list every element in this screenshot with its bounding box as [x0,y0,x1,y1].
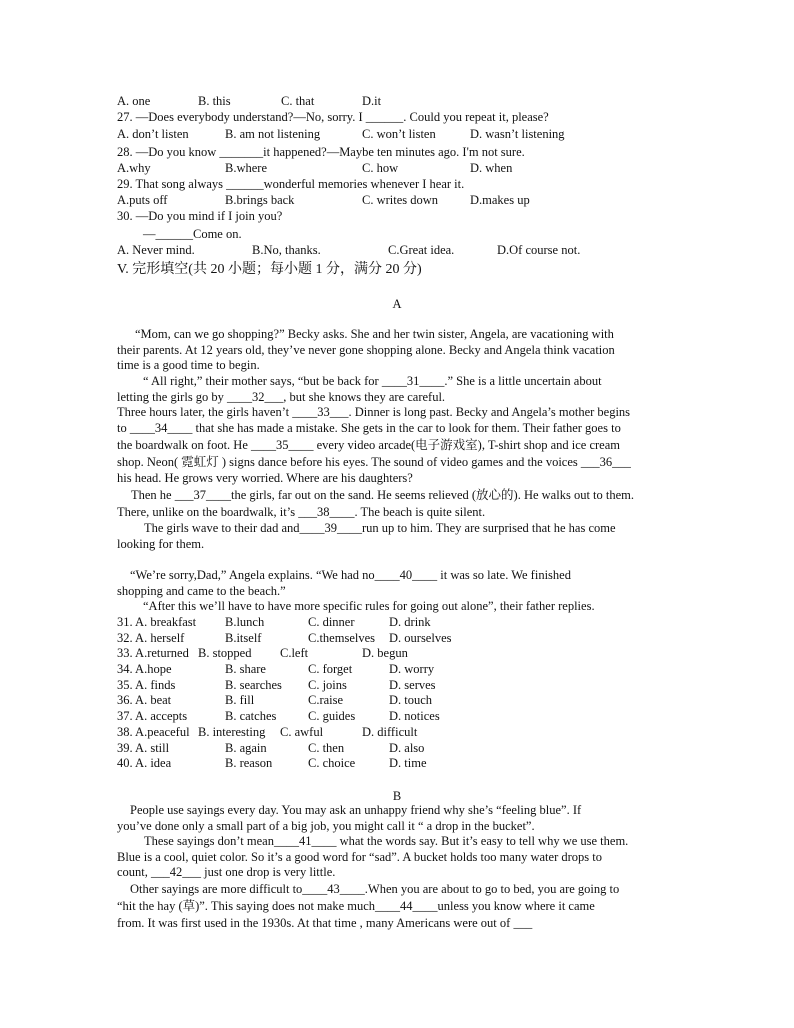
option-39-d: D. also [389,741,425,755]
q29-option-c: C. writes down [362,193,439,207]
option-39-a: 39. A. still [117,741,170,755]
passage-a-line: “After this we’ll have to have more specific rules for going out alone”, their father replies. [143,599,595,613]
q29-option-a: A.puts off [117,193,168,207]
passage-b-line: “hit the hay (草)”. This saying does not make much____44____unless you know where it came [117,899,595,913]
option-38-c: C. awful [280,725,324,739]
passage-a-line: Then he ___37____the girls, far out on the sand. He seems relieved (放心的). He walks out to them. [131,488,635,502]
section-title: V. 完形填空(共 20 小题；每小题 1 分，满分 20 分) [117,262,422,277]
q28-option-d: D. when [470,161,513,175]
passage-a-line: Three hours later, the girls haven’t ____33___. Dinner is long past. Becky and Angela’s mother begins [117,405,631,419]
option-31-c: C. dinner [308,615,355,629]
option-35-a: 35. A. finds [117,678,176,692]
option-37-d: D. notices [389,709,440,723]
option-40-c: C. choice [308,756,356,770]
q28-option-c: C. how [362,161,399,175]
option-31-b: B.lunch [225,615,265,629]
q26-option-c: C. that [281,94,315,108]
q26-option-a: A. one [117,94,151,108]
option-40-d: D. time [389,756,427,770]
option-37-b: B. catches [225,709,277,723]
q29-option-b: B.brings back [225,193,295,207]
q30-option-b: B.No, thanks. [252,243,321,257]
passage-b-line: These sayings don’t mean____41____ what the words say. But it’s easy to tell why we use them. [144,834,629,848]
q27-option-b: B. am not listening [225,127,321,141]
option-37-a: 37. A. accepts [117,709,188,723]
option-36-b: B. fill [225,693,255,707]
q27-option-a: A. don’t listen [117,127,189,141]
q30-option-a: A. Never mind. [117,243,195,257]
option-33-c: C.left [280,646,309,660]
passage-b-label: B [392,789,402,803]
passage-a-line: There, unlike on the boardwalk, it’s ___38____. The beach is quite silent. [117,505,486,519]
passage-b-line: Blue is a cool, quiet color. So it’s a good word for “sad”. A bucket holds too many water drops to [117,850,602,864]
option-38-d: D. difficult [362,725,418,739]
q27-option-d: D. wasn’t listening [470,127,565,141]
option-34-a: 34. A.hope [117,662,172,676]
option-31-a: 31. A. breakfast [117,615,197,629]
option-36-c: C.raise [308,693,344,707]
passage-b-line: from. It was first used in the 1930s. At that time , many Americans were out of ___ [117,916,533,930]
passage-a-line: letting the girls go by ____32___, but she knows they are careful. [117,390,446,404]
option-35-b: B. searches [225,678,282,692]
q26-option-b: B. this [198,94,231,108]
passage-b-line: count, ___42___ just one drop is very little. [117,865,336,879]
option-34-d: D. worry [389,662,435,676]
q30-option-d: D.Of course not. [497,243,581,257]
option-36-a: 36. A. beat [117,693,172,707]
option-38-b: B. interesting [198,725,266,739]
passage-a-line: “Mom, can we go shopping?” Becky asks. She and her twin sister, Angela, are vacationing with [135,327,614,341]
option-40-a: 40. A. idea [117,756,172,770]
option-40-b: B. reason [225,756,273,770]
passage-a-line: time is a good time to begin. [117,358,260,372]
option-37-c: C. guides [308,709,356,723]
option-31-d: D. drink [389,615,431,629]
option-38-a: 38. A.peaceful [117,725,190,739]
option-35-d: D. serves [389,678,436,692]
passage-a-line: his head. He grows very worried. Where are his daughters? [117,471,413,485]
option-36-d: D. touch [389,693,433,707]
passage-b-line: People use sayings every day. You may ask an unhappy friend why she’s “feeling blue”. If [130,803,582,817]
passage-b-line: you’ve done only a small part of a big job, you might call it “ a drop in the bucket”. [117,819,535,833]
option-32-b: B.itself [225,631,262,645]
q28-option-a: A.why [117,161,151,175]
option-35-c: C. joins [308,678,347,692]
option-39-b: B. again [225,741,267,755]
passage-a-line: The girls wave to their dad and____39____run up to him. They are surprised that he has come [144,521,616,535]
q30-reply: —______Come on. [143,227,242,241]
option-34-b: B. share [225,662,266,676]
passage-a-line: the boardwalk on foot. He ____35____ every video arcade(电子游戏室), T-shirt shop and ice cream [117,438,620,452]
passage-a-line: shopping and came to the beach.” [117,584,286,598]
q29-stem: 29. That song always ______wonderful memories whenever I hear it. [117,177,465,191]
option-39-c: C. then [308,741,345,755]
option-34-c: C. forget [308,662,353,676]
q26-option-d: D.it [362,94,382,108]
passage-a-line: “We’re sorry,Dad,” Angela explains. “We had no____40____ it was so late. We finished [130,568,571,582]
q28-stem: 28. —Do you know _______it happened?—Maybe ten minutes ago. I'm not sure. [117,145,525,159]
option-32-a: 32. A. herself [117,631,185,645]
q27-option-c: C. won’t listen [362,127,436,141]
passage-a-line: looking for them. [117,537,205,551]
passage-b-line: Other sayings are more difficult to____43____.When you are about to go to bed, you are going to [130,882,620,896]
passage-a-label: A [392,297,402,311]
passage-a-line: to ____34____ that she has made a mistake. She gets in the car to look for them. Their father goes to [117,421,621,435]
option-33-d: D. begun [362,646,408,660]
q30-stem: 30. —Do you mind if I join you? [117,209,283,223]
passage-a-line: their parents. At 12 years old, they’ve never gone shopping alone. Becky and Angela think vacation [117,343,615,357]
q29-option-d: D.makes up [470,193,530,207]
option-32-d: D. ourselves [389,631,452,645]
passage-a-line: “ All right,” their mother says, “but be back for ____31____.” She is a little uncertain about [143,374,602,388]
q27-stem: 27. —Does everybody understand?—No, sorry. I ______. Could you repeat it, please? [117,110,549,124]
option-32-c: C.themselves [308,631,376,645]
option-33-a: 33. A.returned [117,646,189,660]
q30-option-c: C.Great idea. [388,243,455,257]
q28-option-b: B.where [225,161,267,175]
passage-a-line: shop. Neon( 霓虹灯 ) signs dance before his eyes. The sound of video games and the voices ___36___ [117,455,631,469]
option-33-b: B. stopped [198,646,252,660]
